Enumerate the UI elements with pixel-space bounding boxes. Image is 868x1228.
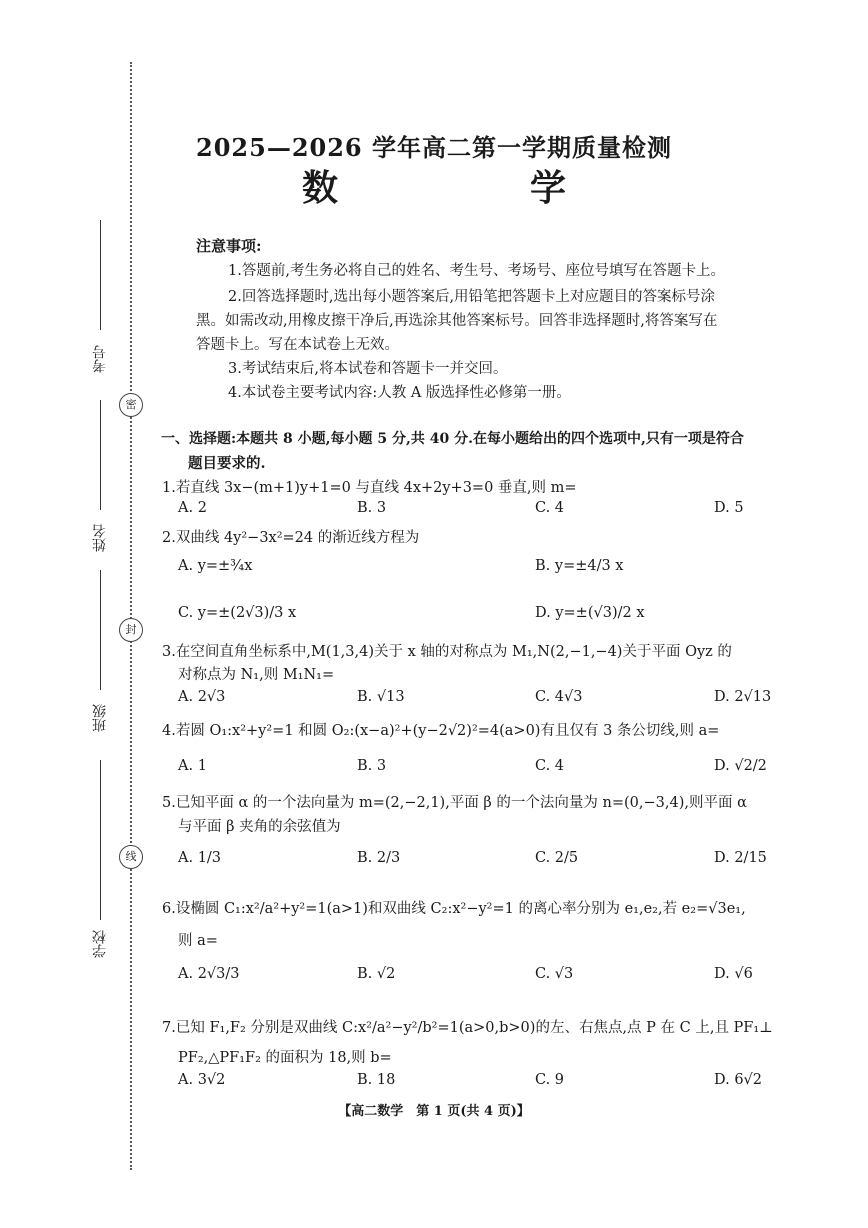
field-line <box>100 760 101 920</box>
option-d: D. 6√2 <box>714 1072 763 1088</box>
question-stem: 4.若圆 O₁:x²+y²=1 和圆 O₂:(x−a)²+(y−2√2)²=4(a>0)有且仅有 3 条公切线,则 a= <box>162 723 720 739</box>
field-banji: 班级 <box>92 704 108 732</box>
exam-title: 2025—2026 学年高二第一学期质量检测 <box>196 133 672 162</box>
question-stem-cont: 与平面 β 夹角的余弦值为 <box>178 819 341 835</box>
question-stem-cont: 则 a= <box>178 933 218 949</box>
notice-line: 答题卡上。写在本试卷上无效。 <box>196 337 399 353</box>
field-line <box>100 570 101 690</box>
notice-line: 4.本试卷主要考试内容:人教 A 版选择性必修第一册。 <box>228 385 571 401</box>
question-stem: 3.在空间直角坐标系中,M(1,3,4)关于 x 轴的对称点为 M₁,N(2,−1,−4)关于平面 Oyz 的 <box>162 644 732 660</box>
question-stem: 1.若直线 3x−(m+1)y+1=0 与直线 4x+2y+3=0 垂直,则 m= <box>162 480 577 496</box>
notice-heading: 注意事项: <box>196 237 262 255</box>
option-b: B. 3 <box>357 758 387 774</box>
option-a: A. 2 <box>178 500 207 516</box>
section-heading-cont: 题目要求的. <box>188 455 266 472</box>
option-d: D. y=±(√3)/2 x <box>535 605 645 621</box>
seal-xian: 线 <box>119 845 143 869</box>
field-line <box>100 220 101 330</box>
field-xingming: 姓名 <box>92 524 108 552</box>
option-d: D. √6 <box>714 966 753 982</box>
option-b: B. y=±4/3 x <box>535 558 624 574</box>
option-b: B. √13 <box>357 689 405 705</box>
option-b: B. 18 <box>357 1072 396 1088</box>
option-b: B. √2 <box>357 966 396 982</box>
option-d: D. 5 <box>714 500 744 516</box>
option-a: A. 1/3 <box>178 850 222 866</box>
field-line <box>100 400 101 510</box>
option-c: C. 2/5 <box>535 850 579 866</box>
notice-line: 3.考试结束后,将本试卷和答题卡一并交回。 <box>228 361 508 377</box>
field-kaohao: 考号 <box>92 345 108 373</box>
option-c: C. 4√3 <box>535 689 583 705</box>
option-c: C. √3 <box>535 966 574 982</box>
seal-mi: 密 <box>119 393 143 417</box>
option-b: B. 3 <box>357 500 387 516</box>
page-footer: 【高二数学 第 1 页(共 4 页)】 <box>338 1104 530 1119</box>
question-stem-cont: PF₂,△PF₁F₂ 的面积为 18,则 b= <box>178 1050 392 1066</box>
option-a: A. y=±¾x <box>178 558 253 574</box>
option-b: B. 2/3 <box>357 850 401 866</box>
question-stem: 7.已知 F₁,F₂ 分别是双曲线 C:x²/a²−y²/b²=1(a>0,b>0)的左、右焦点,点 P 在 C 上,且 PF₁⊥ <box>162 1020 773 1036</box>
option-c: C. 4 <box>535 500 565 516</box>
binding-dotted-line <box>130 62 132 1170</box>
exam-subject: 数 学 <box>301 167 606 209</box>
question-stem: 6.设椭圆 C₁:x²/a²+y²=1(a>1)和双曲线 C₂:x²−y²=1 的离心率分别为 e₁,e₂,若 e₂=√3e₁, <box>162 901 746 917</box>
option-a: A. 2√3 <box>178 689 226 705</box>
question-stem: 2.双曲线 4y²−3x²=24 的渐近线方程为 <box>162 530 420 546</box>
question-stem-cont: 对称点为 N₁,则 M₁N₁= <box>178 667 335 683</box>
option-a: A. 3√2 <box>178 1072 226 1088</box>
option-d: D. 2/15 <box>714 850 767 866</box>
notice-line: 1.答题前,考生务必将自己的姓名、考生号、考场号、座位号填写在答题卡上。 <box>228 263 725 279</box>
option-d: D. √2/2 <box>714 758 767 774</box>
option-c: C. 4 <box>535 758 565 774</box>
notice-line: 2.回答选择题时,选出每小题答案后,用铅笔把答题卡上对应题目的答案标号涂 <box>228 289 716 305</box>
field-xuexiao: 学校 <box>92 930 108 958</box>
seal-feng: 封 <box>119 618 143 642</box>
option-a: A. 2√3/3 <box>178 966 240 982</box>
notice-line: 黑。如需改动,用橡皮擦干净后,再选涂其他答案标号。回答非选择题时,将答案写在 <box>196 313 718 329</box>
option-d: D. 2√13 <box>714 689 772 705</box>
section-heading: 一、选择题:本题共 8 小题,每小题 5 分,共 40 分.在每小题给出的四个选项中,只有一项是符合 <box>161 431 744 447</box>
option-a: A. 1 <box>178 758 207 774</box>
question-stem: 5.已知平面 α 的一个法向量为 m=(2,−2,1),平面 β 的一个法向量为 n=(0,−3,4),则平面 α <box>162 795 747 811</box>
option-c: C. 9 <box>535 1072 565 1088</box>
option-c: C. y=±(2√3)/3 x <box>178 605 297 621</box>
